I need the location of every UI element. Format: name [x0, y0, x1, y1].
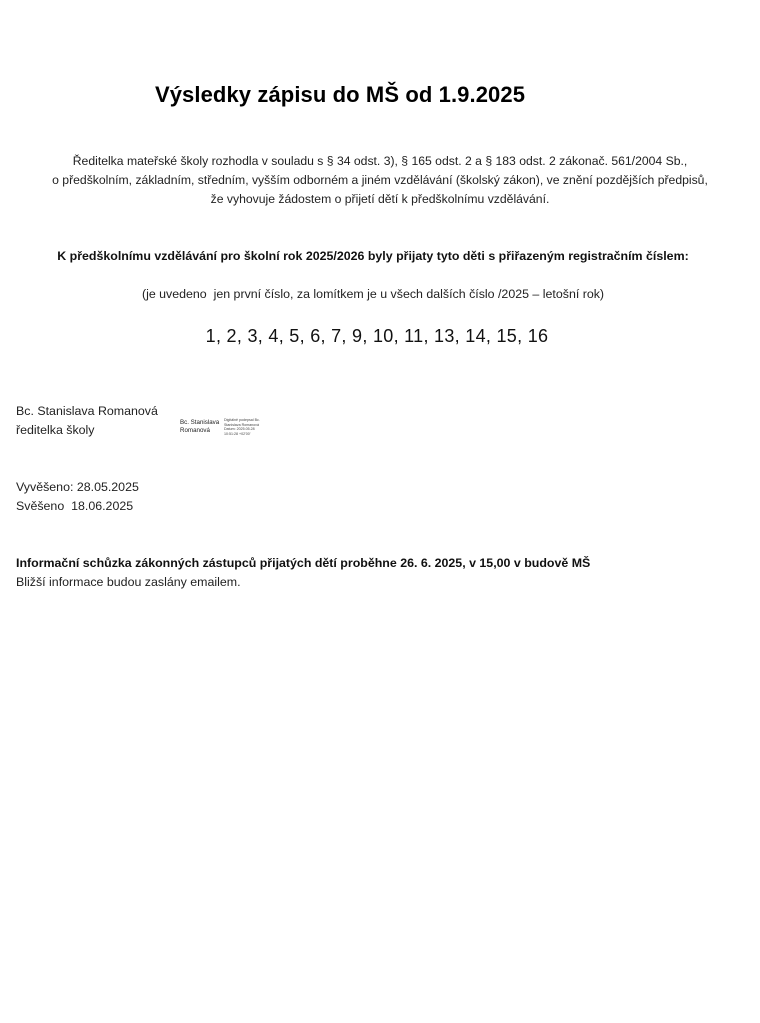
signature-info-line: Datum: 2025.05.28: [224, 427, 255, 432]
decision-line: že vyhovuje žádostem o přijetí dětí k předškolnímu vzdělávání.: [210, 192, 550, 206]
signer-block: [16, 402, 158, 440]
signer-role: ředitelka školy: [16, 423, 95, 437]
decision-line: o předškolním, základním, středním, vyšším odborném a jiném vzdělávání (školský zákon), ve znění pozdějších předpisů,: [52, 173, 708, 187]
signature-info-line: Stanislava Romanová: [224, 422, 259, 427]
decision-paragraph: [0, 152, 760, 209]
decision-line: Ředitelka mateřské školy rozhodla v souladu s § 34 odst. 3), § 165 odst. 2 a § 183 odst. 2 zákonač. 561/2004 Sb.,: [72, 154, 688, 168]
posting-dates: [16, 478, 139, 516]
digital-signature: [180, 417, 270, 445]
removed-date: Svěšeno 18.06.2025: [16, 499, 134, 513]
meeting-info: [16, 554, 590, 592]
posted-date: Vyvěšeno: 28.05.2025: [16, 480, 139, 494]
signature-name-line: Romanová: [180, 427, 210, 434]
meeting-followup: Bližší informace budou zaslány emailem.: [16, 575, 241, 589]
signature-name: [180, 419, 219, 435]
signature-info: [224, 418, 260, 436]
numbering-note: (je uvedeno jen první číslo, za lomítkem je u všech dalších číslo /2025 – letošní rok): [141, 287, 605, 301]
registration-numbers: 1, 2, 3, 4, 5, 6, 7, 9, 10, 11, 13, 14, 15, 16: [205, 326, 549, 346]
meeting-announcement: Informační schůzka zákonných zástupců přijatých dětí proběhne 26. 6. 2025, v 15,00 v budově MŠ: [16, 556, 591, 570]
signature-name-line: Bc. Stanislava: [180, 419, 220, 426]
signer-name: Bc. Stanislava Romanová: [16, 404, 158, 418]
admitted-heading: K předškolnímu vzdělávání pro školní rok 2025/2026 byly přijaty tyto děti s přiřazeným registračním číslem:: [57, 249, 689, 263]
page-title: Výsledky zápisu do MŠ od 1.9.2025: [154, 82, 526, 107]
signature-info-line: Digitálně podepsal Bc.: [224, 418, 260, 422]
signature-info-line: 10:51:28 +02'00': [224, 431, 251, 436]
